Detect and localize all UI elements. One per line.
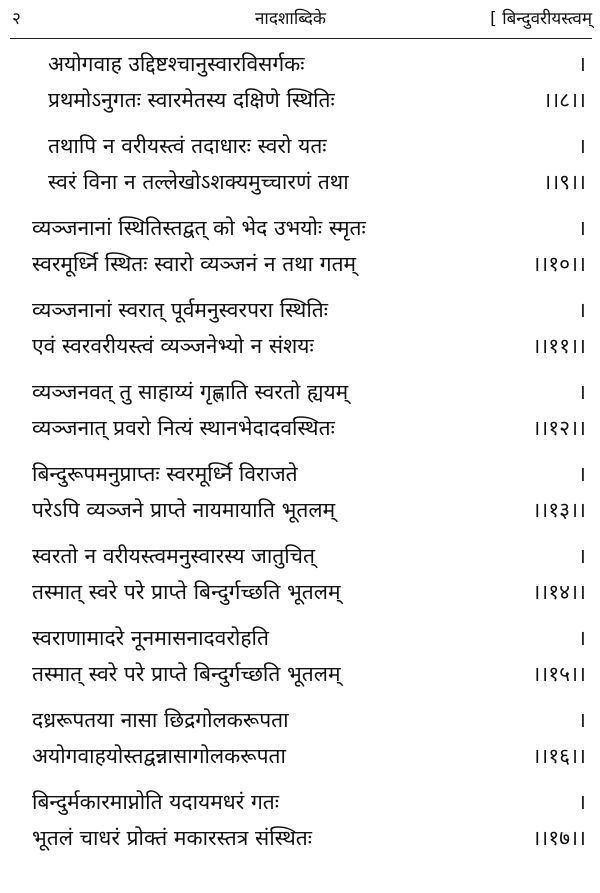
verse-line (0, 492, 600, 528)
verse-text: स्वरतो न वरीयस्त्वमनुस्वारस्य जातुचित् (32, 544, 315, 568)
verse-list (0, 46, 600, 866)
verse (0, 210, 600, 282)
verse-line (0, 456, 600, 492)
verse-number: ।।१५।। (532, 662, 586, 686)
verse-text: व्यञ्जनात् प्रवरो नित्यं स्थानभेदादवस्थितः (32, 416, 335, 440)
verse-text: परेऽपि व्यञ्जने प्राप्ते नायमायाति भूतलम् (32, 498, 336, 522)
verse-text: दध्ररूपतया नासा छिद्रगोलकरूपता (32, 708, 289, 732)
verse-line (0, 128, 600, 164)
verse-text: व्यञ्जनानां स्वरात् पूर्वमनुस्वरपरा स्थितिः (32, 298, 328, 322)
verse-number: ।।१३।। (532, 498, 586, 522)
verse-line (0, 210, 600, 246)
danda: । (578, 544, 586, 568)
header-rule (10, 38, 592, 39)
verse-line (0, 620, 600, 656)
verse-text: तस्मात् स्वरे परे प्राप्ते बिन्दुर्गच्छति भूतलम् (32, 580, 341, 604)
verse-text: तथापि न वरीयस्त्वं तदाधारः स्वरो यतः (48, 134, 327, 158)
verse-text: व्यञ्जनानां स्थितिस्तद्वत् को भेद उभयोः स्मृतः (32, 216, 366, 240)
verse-line (0, 574, 600, 610)
danda: । (578, 380, 586, 404)
danda: । (578, 52, 586, 76)
verse-text: भूतलं चाधरं प्रोक्तं मकारस्तत्र संस्थितः (32, 826, 313, 850)
verse-text: स्वरमूर्ध्नि स्थितः स्वारो व्यञ्जनं न तथा गतम् (32, 252, 357, 276)
verse-number: ।।१२।। (532, 416, 586, 440)
verse-line (0, 164, 600, 200)
verse-number: ।।१७।। (532, 826, 586, 850)
verse-line (0, 738, 600, 774)
verse-line (0, 246, 600, 282)
verse-line (0, 410, 600, 446)
verse (0, 784, 600, 856)
danda: । (578, 626, 586, 650)
verse-line (0, 784, 600, 820)
verse (0, 374, 600, 446)
verse-text: अयोगवाहयोस्तद्वन्नासागोलकरूपता (32, 744, 286, 768)
verse-text: बिन्दुरूपमनुप्राप्तः स्वरमूर्ध्नि विराजते (32, 462, 298, 486)
verse (0, 292, 600, 364)
verse-text: बिन्दुर्मकारमाप्नोति यदायमधरं गतः (32, 790, 279, 814)
verse-line (0, 46, 600, 82)
verse-number: ।।९।। (543, 170, 586, 194)
verse-number: ।।१०।। (532, 252, 586, 276)
section-title: [ बिन्दुवरीयस्त्वम् (490, 9, 592, 29)
verse (0, 620, 600, 692)
verse-text: अयोगवाह उद्दिष्टश्चानुस्वारविसर्गकः (48, 52, 305, 76)
danda: । (578, 790, 586, 814)
danda: । (578, 216, 586, 240)
verse (0, 128, 600, 200)
verse-text: व्यञ्जनवत् तु साहाय्यं गृह्णाति स्वरतो ह्ययम् (32, 380, 349, 404)
verse-text: स्वराणामादरे नूनमासनादवरोहति (32, 626, 269, 650)
verse-line (0, 328, 600, 364)
verse (0, 538, 600, 610)
verse-line (0, 702, 600, 738)
verse-text: तस्मात् स्वरे परे प्राप्ते बिन्दुर्गच्छति भूतलम् (32, 662, 341, 686)
verse-number: ।।८।। (543, 88, 586, 112)
verse-text: प्रथमोऽनुगतः स्वारमेतस्य दक्षिणे स्थितिः (48, 88, 335, 112)
danda: । (578, 708, 586, 732)
verse-line (0, 820, 600, 856)
verse-number: ।।११।। (532, 334, 586, 358)
running-header (0, 4, 600, 38)
verse-line (0, 82, 600, 118)
danda: । (578, 298, 586, 322)
verse (0, 46, 600, 118)
verse (0, 456, 600, 528)
verse-line (0, 656, 600, 692)
verse-text: एवं स्वरवरीयस्त्वं व्यञ्जनेभ्यो न संशयः (32, 334, 314, 358)
verse-line (0, 538, 600, 574)
verse-line (0, 292, 600, 328)
verse (0, 702, 600, 774)
running-title: नादशाब्दिके (255, 9, 326, 29)
verse-line (0, 374, 600, 410)
verse-number: ।।१४।। (532, 580, 586, 604)
danda: । (578, 462, 586, 486)
page-number: २ (12, 9, 21, 29)
verse-text: स्वरं विना न तल्लेखोऽशक्यमुच्चारणं तथा (48, 170, 349, 194)
verse-number: ।।१६।। (532, 744, 586, 768)
danda: । (578, 134, 586, 158)
